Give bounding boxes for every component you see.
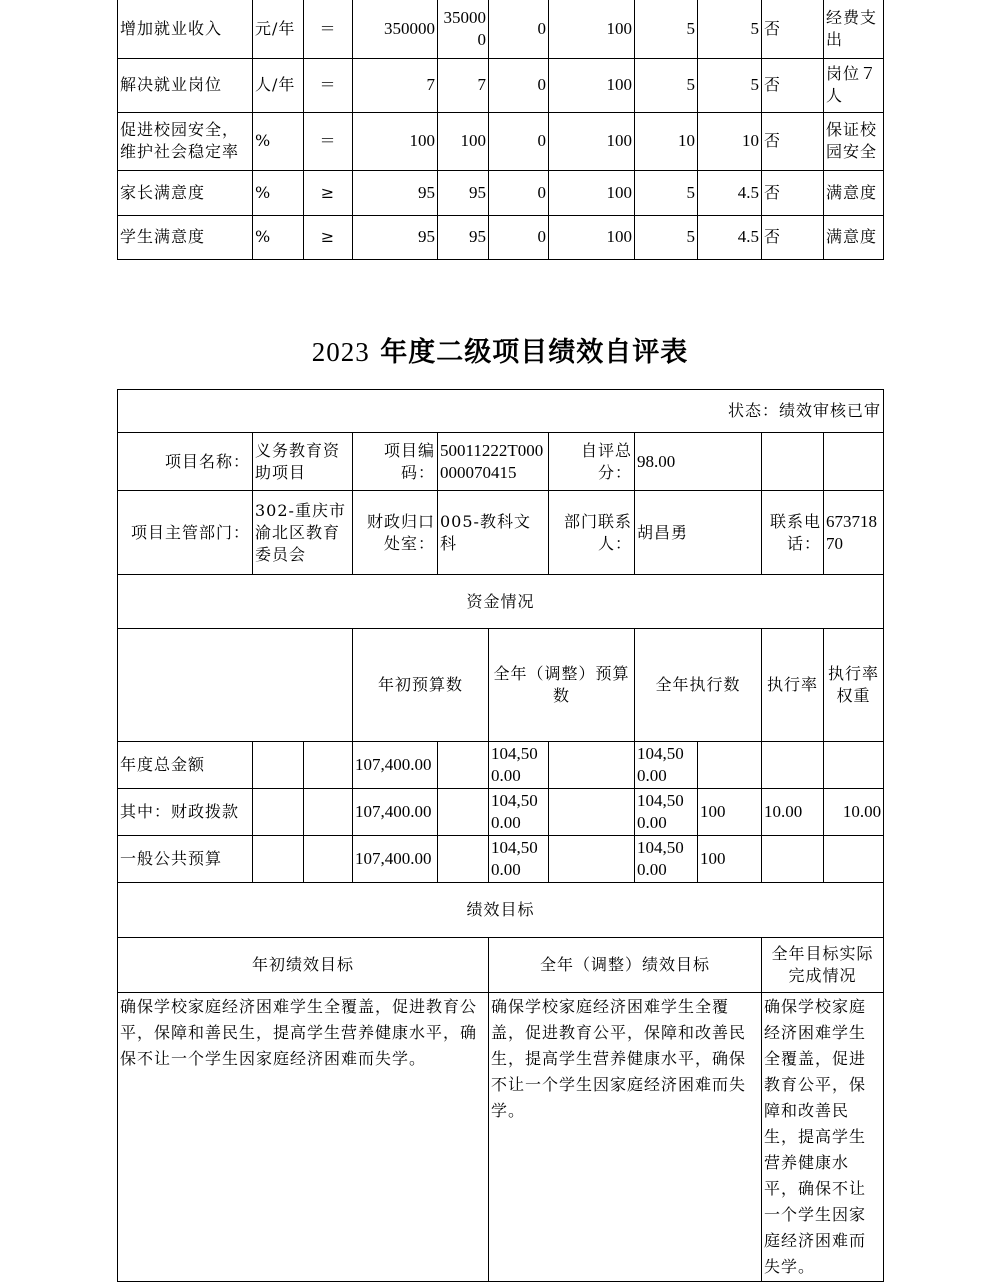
project-name: 义务教育资助项目 — [253, 433, 353, 491]
indicator-target: 100 — [353, 112, 438, 170]
indicator-note: 岗位７人 — [824, 58, 884, 112]
funds-executed: 104,500.00 — [635, 742, 698, 789]
indicator-score: 5 — [698, 58, 762, 112]
empty-cell — [549, 789, 635, 836]
indicator-op: ＝ — [304, 0, 353, 58]
funds-initial: 107,400.00 — [353, 789, 438, 836]
empty-cell — [304, 789, 353, 836]
indicator-v1: 0 — [489, 58, 549, 112]
score-label: 自评总分： — [549, 433, 635, 491]
empty-cell — [118, 629, 353, 742]
indicator-flag: 否 — [762, 58, 824, 112]
contact-name: 胡昌勇 — [635, 491, 762, 575]
indicator-score: 4.5 — [698, 170, 762, 215]
funds-rate: 100 — [698, 789, 762, 836]
goals-section-title: 绩效目标 — [118, 883, 884, 938]
funds-section-title: 资金情况 — [118, 575, 884, 629]
indicator-note: 经费支出 — [824, 0, 884, 58]
funds-label: 其中：财政拨款 — [118, 789, 253, 836]
adjusted-goal-header: 全年（调整）绩效目标 — [489, 938, 762, 993]
indicator-row — [118, 170, 884, 215]
indicator-unit: % — [253, 170, 304, 215]
empty-cell — [438, 836, 489, 883]
indicator-adj: 350000 — [438, 0, 489, 58]
indicator-v2: 100 — [549, 170, 635, 215]
empty-cell — [253, 789, 304, 836]
indicator-score: 4.5 — [698, 215, 762, 259]
funds-rate — [698, 742, 762, 789]
indicator-unit: 元/年 — [253, 0, 304, 58]
self-evaluation-table — [117, 389, 884, 1282]
indicator-flag: 否 — [762, 0, 824, 58]
funds-weight — [762, 836, 824, 883]
total-score: 98.00 — [635, 433, 762, 491]
indicator-adj: 95 — [438, 215, 489, 259]
funds-score — [824, 836, 884, 883]
indicator-weight: 5 — [635, 215, 698, 259]
indicator-score: 5 — [698, 0, 762, 58]
funds-label: 一般公共预算 — [118, 836, 253, 883]
indicator-v2: 100 — [549, 0, 635, 58]
indicator-v2: 100 — [549, 58, 635, 112]
indicator-note: 满意度 — [824, 170, 884, 215]
rate-weight-header: 执行率权重 — [824, 629, 884, 742]
executed-header: 全年执行数 — [635, 629, 762, 742]
empty-cell — [438, 742, 489, 789]
funds-initial: 107,400.00 — [353, 836, 438, 883]
indicator-v1: 0 — [489, 170, 549, 215]
indicator-weight: 10 — [635, 112, 698, 170]
finance-label: 财政归口处室： — [353, 491, 438, 575]
indicator-name: 学生满意度 — [118, 215, 253, 259]
project-code-label: 项目编码： — [353, 433, 438, 491]
indicator-target: 7 — [353, 58, 438, 112]
empty-cell — [253, 836, 304, 883]
dept-label: 项目主管部门： — [118, 491, 253, 575]
funds-executed: 104,500.00 — [635, 836, 698, 883]
funds-row — [118, 789, 884, 836]
funds-weight: 10.00 — [762, 789, 824, 836]
indicator-unit: % — [253, 215, 304, 259]
indicator-adj: 95 — [438, 170, 489, 215]
indicator-row — [118, 58, 884, 112]
indicator-row — [118, 112, 884, 170]
empty-cell — [304, 836, 353, 883]
funds-initial: 107,400.00 — [353, 742, 438, 789]
funds-row — [118, 742, 884, 789]
funds-rate: 100 — [698, 836, 762, 883]
indicator-flag: 否 — [762, 215, 824, 259]
adjusted-goal-text: 确保学校家庭经济困难学生全覆盖，促进教育公平，保障和改善民生，提高学生营养健康水平，确保不让一个学生因家庭经济困难而失学。 — [489, 993, 762, 1282]
indicator-name: 促进校园安全，维护社会稳定率 — [118, 112, 253, 170]
dept-name: 302-重庆市渝北区教育委员会 — [253, 491, 353, 575]
indicator-name: 家长满意度 — [118, 170, 253, 215]
finance-office: 005-教科文科 — [438, 491, 549, 575]
funds-adjusted: 104,500.00 — [489, 789, 549, 836]
indicator-flag: 否 — [762, 112, 824, 170]
empty-cell — [304, 742, 353, 789]
indicator-unit: % — [253, 112, 304, 170]
funds-label: 年度总金额 — [118, 742, 253, 789]
empty-cell — [549, 742, 635, 789]
empty-cell — [824, 433, 884, 491]
empty-cell — [762, 433, 824, 491]
indicator-note: 保证校园安全 — [824, 112, 884, 170]
indicator-row — [118, 215, 884, 259]
indicator-flag: 否 — [762, 170, 824, 215]
page-title: 2023 年度二级项目绩效自评表 — [311, 337, 689, 368]
indicator-name: 解决就业岗位 — [118, 58, 253, 112]
indicator-adj: 100 — [438, 112, 489, 170]
indicator-v2: 100 — [549, 112, 635, 170]
project-name-label: 项目名称： — [118, 433, 253, 491]
empty-cell — [438, 789, 489, 836]
actual-goal-text: 确保学校家庭经济困难学生全覆盖，促进教育公平，保障和改善民生，提高学生营养健康水平，确保不让一个学生因家庭经济困难而失学。 — [762, 993, 884, 1282]
indicator-name: 增加就业收入 — [118, 0, 253, 58]
indicator-op: ≥ — [304, 170, 353, 215]
funds-adjusted: 104,500.00 — [489, 742, 549, 789]
indicator-row — [118, 0, 884, 58]
contact-label: 部门联系人： — [549, 491, 635, 575]
phone-label: 联系电话： — [762, 491, 824, 575]
funds-weight — [762, 742, 824, 789]
empty-cell — [253, 742, 304, 789]
initial-budget-header: 年初预算数 — [353, 629, 489, 742]
actual-goal-header: 全年目标实际完成情况 — [762, 938, 884, 993]
funds-executed: 104,500.00 — [635, 789, 698, 836]
adjusted-budget-header: 全年（调整）预算数 — [489, 629, 635, 742]
phone-number: 67371870 — [824, 491, 884, 575]
indicator-v1: 0 — [489, 215, 549, 259]
status-text: 状态：绩效审核已审 — [118, 390, 884, 433]
indicator-target: 350000 — [353, 0, 438, 58]
indicator-note: 满意度 — [824, 215, 884, 259]
indicator-v1: 0 — [489, 112, 549, 170]
indicator-op: ≥ — [304, 215, 353, 259]
initial-goal-header: 年初绩效目标 — [118, 938, 489, 993]
funds-score: 10.00 — [824, 789, 884, 836]
indicator-weight: 5 — [635, 0, 698, 58]
funds-score — [824, 742, 884, 789]
indicator-weight: 5 — [635, 170, 698, 215]
indicator-op: ＝ — [304, 112, 353, 170]
funds-row — [118, 836, 884, 883]
indicator-adj: 7 — [438, 58, 489, 112]
indicator-table — [117, 0, 884, 260]
indicator-target: 95 — [353, 215, 438, 259]
project-code: 50011222T000000070415 — [438, 433, 549, 491]
empty-cell — [549, 836, 635, 883]
indicator-v1: 0 — [489, 0, 549, 58]
funds-adjusted: 104,500.00 — [489, 836, 549, 883]
indicator-v2: 100 — [549, 215, 635, 259]
rate-header: 执行率 — [762, 629, 824, 742]
indicator-weight: 5 — [635, 58, 698, 112]
indicator-score: 10 — [698, 112, 762, 170]
indicator-unit: 人/年 — [253, 58, 304, 112]
indicator-op: ＝ — [304, 58, 353, 112]
initial-goal-text: 确保学校家庭经济困难学生全覆盖，促进教育公平，保障和善民生，提高学生营养健康水平，确保不让一个学生因家庭经济困难而失学。 — [118, 993, 489, 1282]
indicator-target: 95 — [353, 170, 438, 215]
